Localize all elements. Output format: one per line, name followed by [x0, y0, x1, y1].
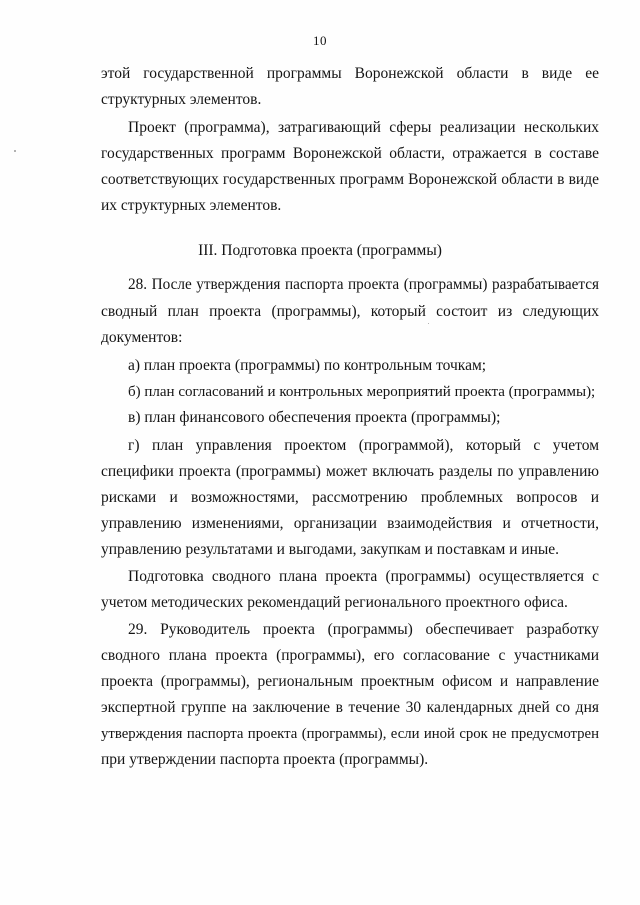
text-line: управлению изменениями, организации взаимодействия и отчетности,: [101, 515, 599, 532]
text-line: Подготовка сводного плана проекта (программы) осуществляется с: [128, 568, 599, 585]
text-line: сводного плана проекта (программы), его согласование с участниками: [101, 647, 599, 664]
scan-speck: [428, 323, 429, 324]
text-line: экспертной группе на заключение в течение 30 календарных дней со дня: [101, 699, 599, 716]
text-line: соответствующих государственных программ Воронежской области в виде: [101, 171, 599, 188]
list-item: в) план финансового обеспечения проекта (программы);: [128, 409, 501, 426]
text-line: сводный план проекта (программы), который состоит из следующих: [101, 303, 599, 320]
section-heading: III. Подготовка проекта (программы): [198, 242, 442, 259]
text-line: учетом методических рекомендаций регионального проектного офиса.: [101, 594, 568, 611]
list-item: г) план управления проектом (программой), который с учетом: [128, 437, 599, 454]
list-item: б) план согласований и контрольных мероприятий проекта (программы);: [128, 384, 596, 400]
text-line: при утверждении паспорта проекта (программы).: [101, 751, 429, 768]
text-line: утверждения паспорта проекта (программы), если иной срок не предусмотрен: [101, 726, 599, 742]
page-number: 10: [313, 33, 327, 48]
text-line: специфики проекта (программы) может включать разделы по управлению: [101, 463, 599, 480]
text-line: Проект (программа), затрагивающий сферы реализации нескольких: [128, 119, 599, 136]
list-item: а) план проекта (программы) по контрольным точкам;: [128, 357, 487, 374]
text-line: этой государственной программы Воронежской области в виде ее: [101, 65, 599, 82]
text-line: структурных элементов.: [101, 91, 262, 108]
text-line: их структурных элементов.: [101, 197, 282, 214]
text-line: рисками и возможностями, рассмотрению проблемных вопросов и: [101, 489, 599, 506]
text-line: проекта (программы), региональным проектным офисом и направление: [101, 673, 599, 690]
scan-speck: [14, 150, 16, 152]
text-line: 29. Руководитель проекта (программы) обеспечивает разработку: [128, 621, 599, 638]
text-line: государственных программ Воронежской области, отражается в составе: [101, 145, 599, 162]
text-line: 28. После утверждения паспорта проекта (программы) разрабатывается: [128, 276, 599, 293]
text-line: документов:: [101, 329, 183, 346]
text-line: управлению результатами и выгодами, закупкам и поставкам и иные.: [101, 541, 560, 558]
